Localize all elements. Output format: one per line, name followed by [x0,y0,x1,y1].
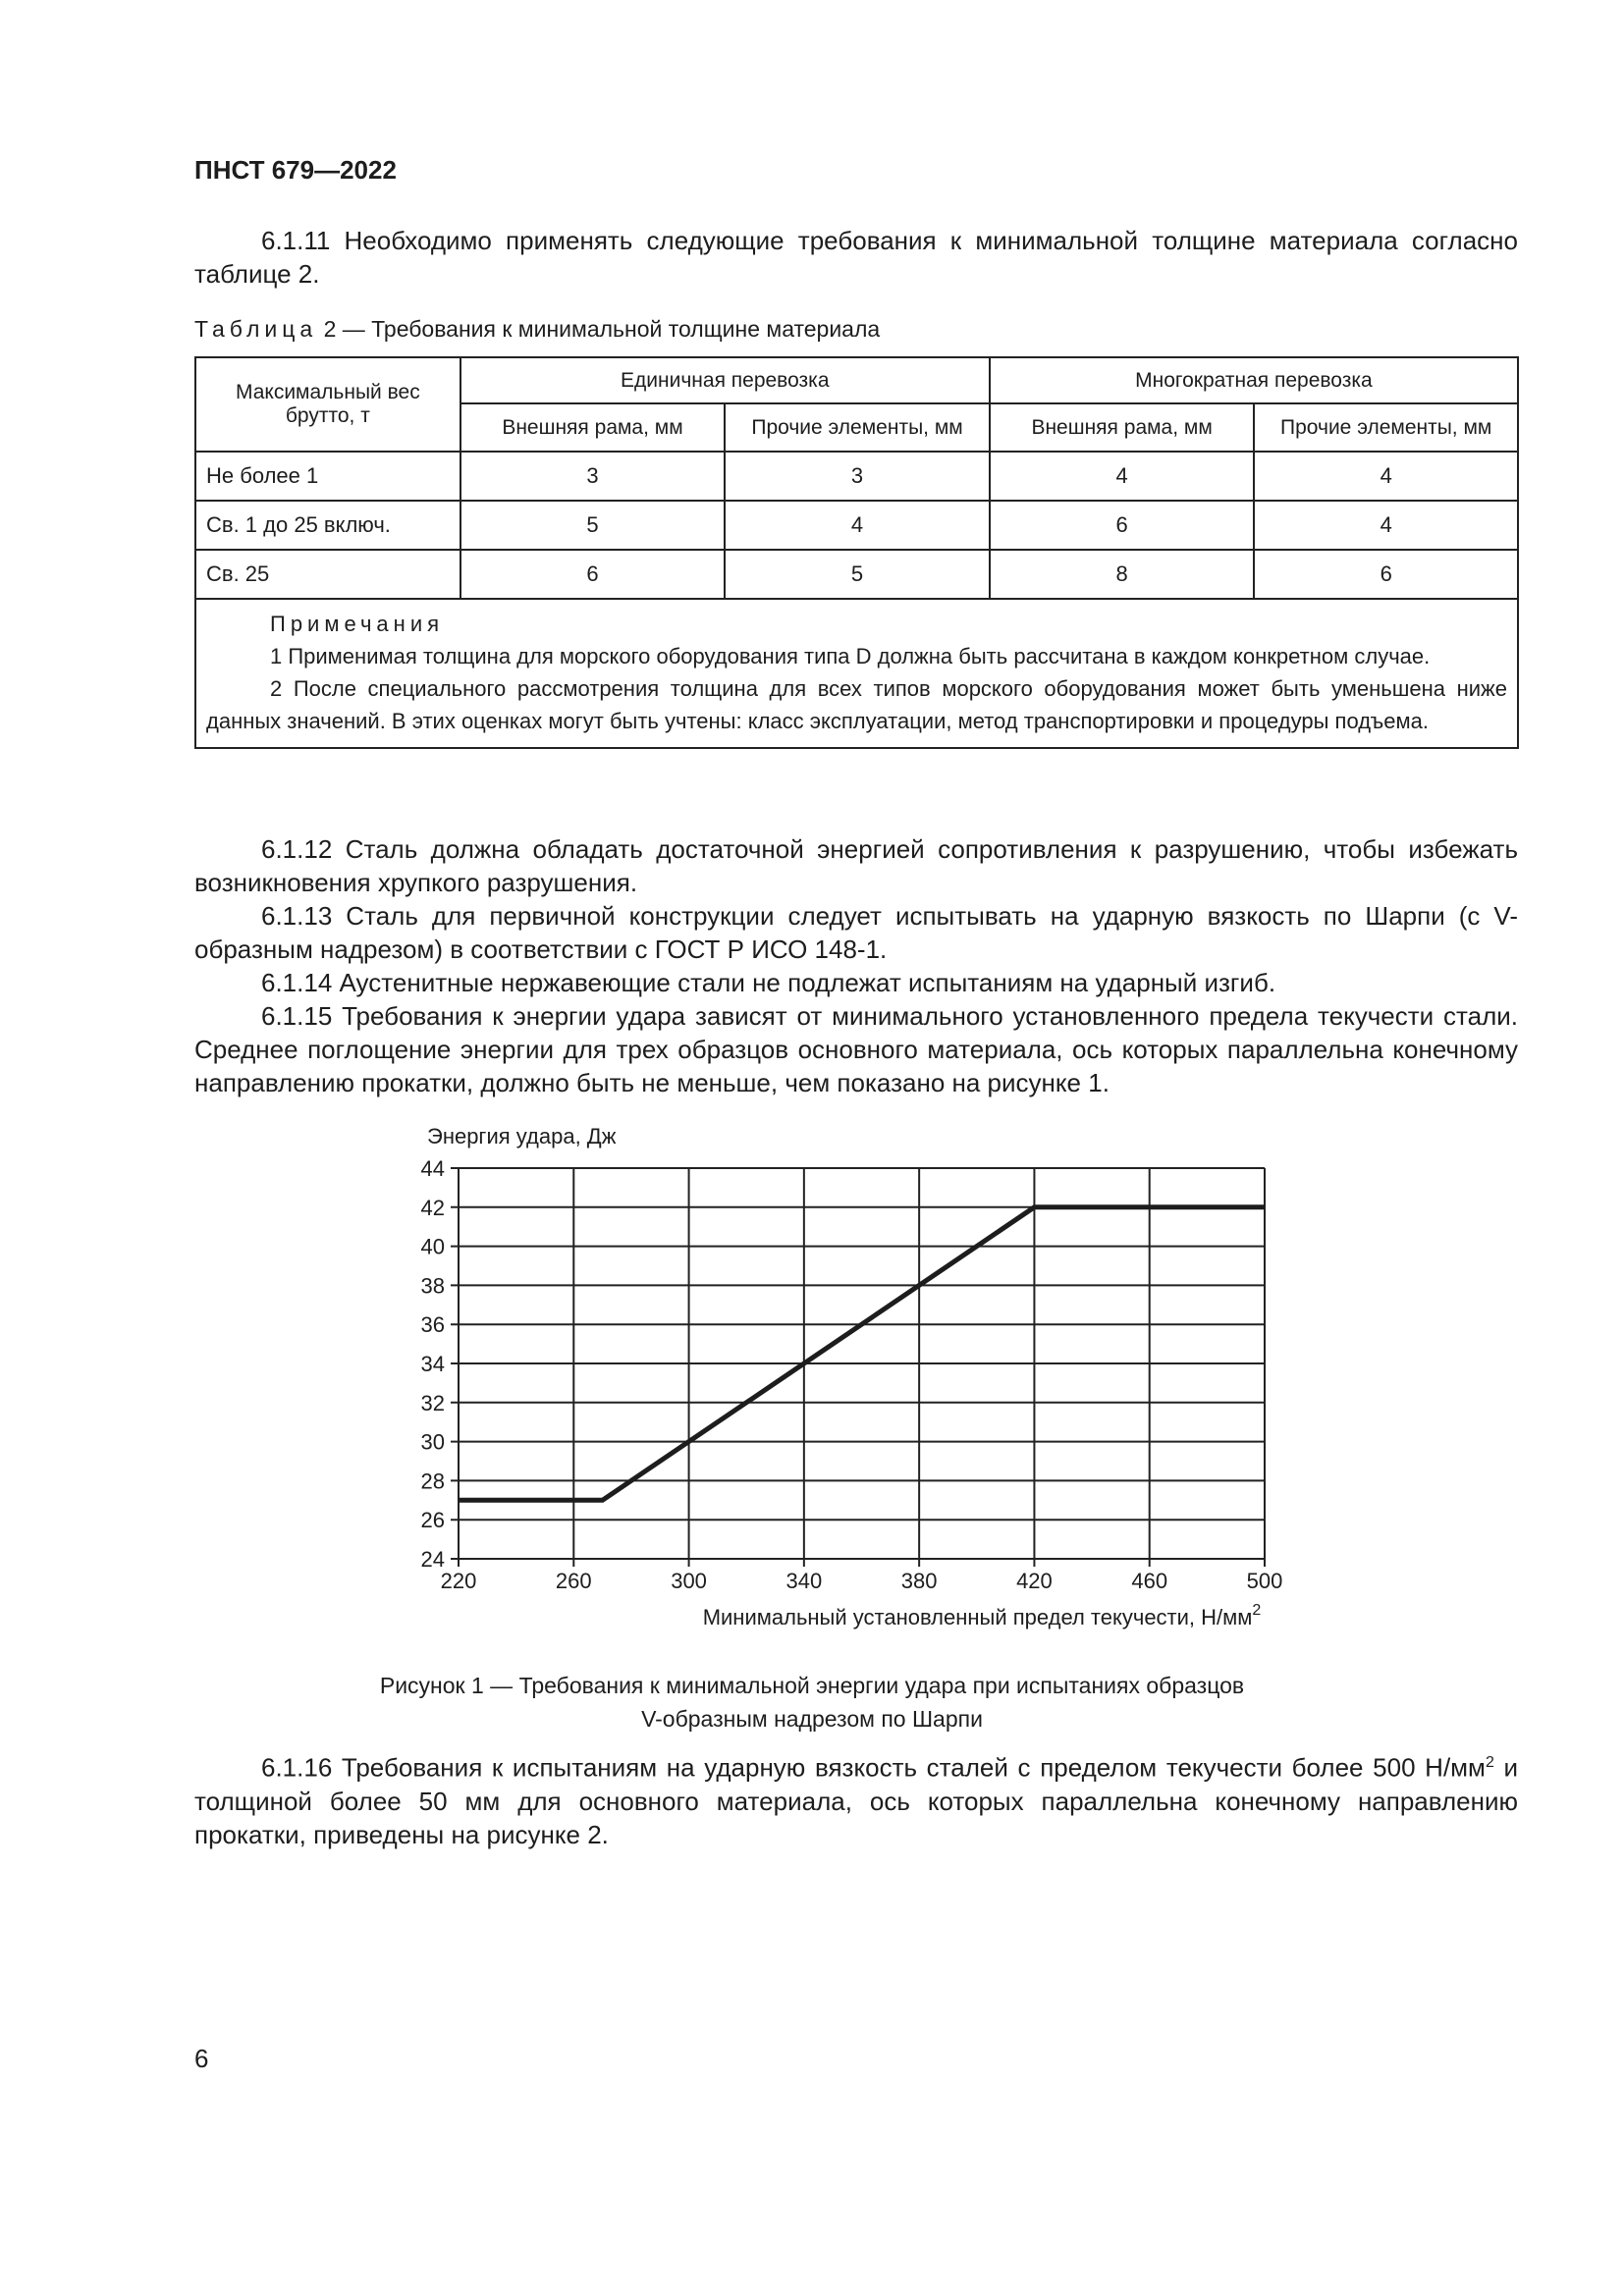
x-tick-label: 340 [785,1569,823,1593]
y-tick-label: 32 [420,1390,445,1415]
notes-title: Примечания [270,612,445,636]
y-tick-label: 28 [420,1468,445,1494]
note-1: 1 Применимая толщина для морского оборудования типа D должна быть рассчитана в каждом конкретном случае. [270,644,1431,668]
table-cell: 8 [990,550,1255,599]
note-2: 2 После специального рассмотрения толщина для всех типов морского оборудования может быть уменьшена ниже данных значений. В этих оценках могут быть учтены: класс эксплуатации, метод транспортировки и процедуры подъема. [206,676,1507,733]
table-caption-word: Таблица [194,316,318,342]
x-tick-label: 500 [1246,1569,1283,1593]
series-line [459,1207,1265,1501]
y-tick-label: 44 [420,1156,445,1181]
header-single-transport: Единичная перевозка [460,357,990,403]
paragraph-6-1-16: 6.1.16 Требования к испытаниям на ударную вязкость сталей с пределом текучести более 500 $Н/мм^2$ и толщиной более 50 мм для основного материала, ось которых параллельна конечному направлению прокатки, приведены на рисунке 2. [194,1752,1519,1849]
x-tick-label: 220 [440,1569,477,1593]
paragraph-6-1-11: 6.1.11 Необходимо применять следующие требования к минимальной толщине материала согласно таблице 2. [194,226,1518,289]
impact-energy-chart [412,1114,1296,1664]
paragraph-6-1-15: 6.1.15 Требования к энергии удара зависят от минимального установленного предела текучести стали. Среднее поглощение энергии для трех образцов основного материала, ось которых параллельна конечному направлению прокатки, должно быть не меньше, чем показано на рисунке 1. [194,1001,1518,1097]
table-cell: 4 [1254,452,1518,501]
row-label: Св. 25 [195,550,460,599]
y-axis-label: Энергия удара, Дж [427,1124,617,1148]
y-tick-label: 30 [420,1429,445,1455]
subheader-frame: Внешняя рама, мм [460,403,726,452]
row-label: Не более 1 [195,452,460,501]
page-number: 6 [194,2044,209,2073]
table-cell: 6 [990,501,1255,550]
table-row [195,550,1518,599]
table-cell: 5 [460,501,726,550]
table-cell: 6 [1254,550,1518,599]
x-tick-label: 300 [671,1569,707,1593]
table-cell: 4 [1254,501,1518,550]
x-tick-label: 260 [555,1569,592,1593]
table-notes [195,599,1518,748]
table-row [195,501,1518,550]
table-caption [194,316,880,343]
subheader-frame: Внешняя рама, мм [990,403,1255,452]
y-tick-label: 40 [420,1234,445,1259]
y-tick-label: 38 [420,1273,445,1299]
paragraph-6-1-14: 6.1.14 Аустенитные нержавеющие стали не подлежат испытаниям на ударный изгиб. [261,968,1276,997]
x-axis-label: Минимальный установленный предел текучести, $Н/мм^2$ [702,1602,1262,1629]
figure-caption [295,1669,1329,1735]
x-tick-label: 380 [900,1569,938,1593]
table-cell: 4 [725,501,990,550]
table-caption-title: 2 — Требования к минимальной толщине материала [323,316,881,342]
table-row [195,452,1518,501]
y-tick-label: 26 [420,1508,445,1533]
y-tick-label: 24 [420,1547,445,1572]
y-tick-label: 36 [420,1312,445,1338]
table-cell: 5 [725,550,990,599]
paragraph-6-1-13: 6.1.13 Сталь для первичной конструкции следует испытывать на ударную вязкость по Шарпи (с V-образным надрезом) в соответствии с ГОСТ Р ИСО 148-1. [194,901,1518,964]
paragraph-6-1-12: 6.1.12 Сталь должна обладать достаточной энергией сопротивления к разрушению, чтобы избежать возникновения хрупкого разрушения. [194,834,1518,897]
table-cell: 6 [460,550,726,599]
figure-caption-line: V-образным надрезом по Шарпи [641,1706,983,1732]
document-header: ПНСТ 679—2022 [194,155,397,185]
y-tick-label: 34 [420,1352,445,1376]
chart-grid [451,1168,1265,1567]
header-max-weight: Максимальный вес брутто, т [195,357,460,452]
table-cell: 3 [460,452,726,501]
table-cell: 4 [990,452,1255,501]
x-tick-label: 420 [1016,1569,1053,1593]
y-tick-label: 42 [420,1195,445,1220]
subheader-other: Прочие элементы, мм [1254,403,1518,452]
subheader-other: Прочие элементы, мм [725,403,990,452]
table-cell: 3 [725,452,990,501]
figure-caption-line: Рисунок 1 — Требования к минимальной энергии удара при испытаниях образцов [379,1673,1245,1698]
thickness-table [194,356,1519,749]
x-tick-label: 460 [1131,1569,1168,1593]
header-multi-transport: Многократная перевозка [990,357,1518,403]
row-label: Св. 1 до 25 включ. [195,501,460,550]
